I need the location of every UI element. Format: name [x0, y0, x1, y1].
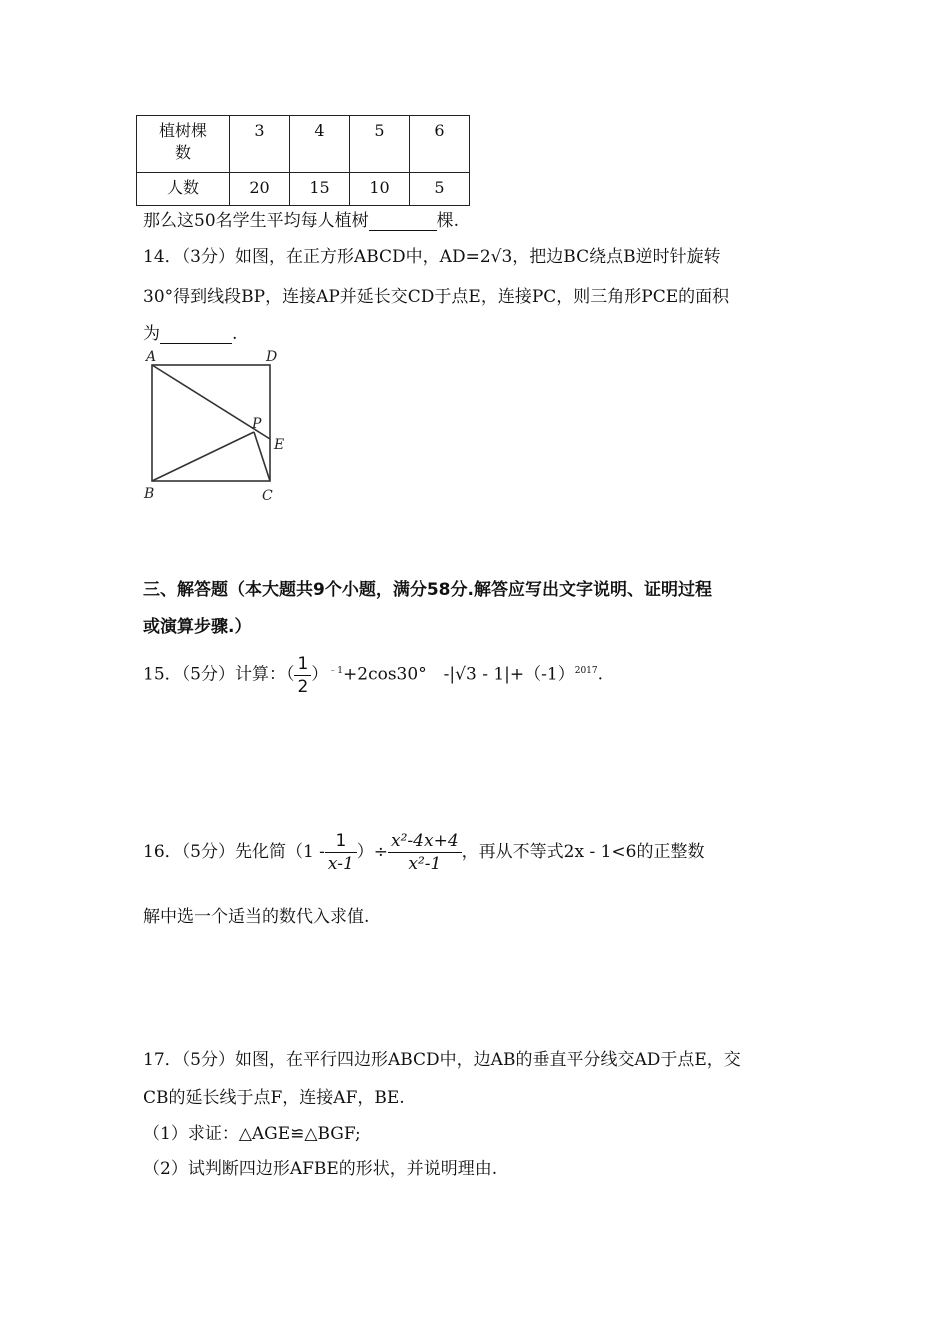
table-cell: 3 — [230, 116, 290, 173]
label-e: E — [274, 437, 285, 453]
label-b: B — [144, 486, 155, 502]
table-header-cell: 人数 — [137, 173, 230, 206]
q16-line-2: 解中选一个适当的数代入求值. — [143, 907, 370, 927]
q16-line-1 — [143, 825, 705, 879]
q14-text-end: . — [232, 324, 238, 344]
fraction-one-half — [294, 653, 311, 698]
q17-line-4: （2）试判断四边形AFBE的形状，并说明理由. — [143, 1159, 498, 1179]
q14-line-1: 14．（3分）如图，在正方形ABCD中，AD=2√3，把边BC绕点B逆时针旋转 — [143, 247, 721, 267]
q17-line-2: CB的延长线于点F，连接AF，BE. — [143, 1088, 405, 1108]
q16-text: ）÷ — [356, 842, 389, 862]
q16-text: ，再从不等式2x - 1<6的正整数 — [461, 842, 705, 862]
square-figure — [140, 345, 300, 510]
table-header-cell: 植树棵数 — [137, 116, 230, 173]
section-heading-line-2: 或演算步骤.） — [143, 617, 252, 637]
fraction-numerator: 1 — [325, 830, 357, 853]
q15-text: 15．（5分）计算：（ — [143, 664, 295, 685]
table-cell: 15 — [290, 173, 350, 206]
label-a: A — [146, 349, 157, 365]
q13-answer-line — [143, 206, 459, 231]
q13-text-end: 棵. — [436, 211, 460, 231]
q17-line-3: （1）求证：△AGE≌△BGF; — [143, 1124, 361, 1144]
fraction-quadratic — [388, 830, 462, 875]
q17-line-1: 17．（5分）如图，在平行四边形ABCD中，边AB的垂直平分线交AD于点E，交 — [143, 1050, 741, 1070]
label-p: P — [252, 416, 262, 432]
table-cell: 5 — [350, 116, 410, 173]
fraction-numerator: x²-4x+4 — [388, 830, 462, 853]
table-cell: 5 — [410, 173, 470, 206]
table-cell: 10 — [350, 173, 410, 206]
fraction-denominator: x²-1 — [408, 854, 442, 874]
exponent: ﹣1 — [328, 666, 344, 676]
table-cell: 4 — [290, 116, 350, 173]
section-heading-line-1: 三、解答题（本大题共9个小题，满分58分.解答应写出文字说明、证明过程 — [143, 580, 712, 600]
table-row — [137, 173, 470, 206]
q14-text: 为 — [143, 324, 160, 344]
q15-text: +2cos30° -|√3 - 1|+（-1） — [343, 664, 575, 685]
answer-blank — [369, 212, 437, 231]
q15-text-end: . — [597, 664, 604, 685]
fraction-denominator: 2 — [297, 676, 309, 697]
fraction-denominator: x-1 — [327, 854, 354, 874]
label-c: C — [262, 488, 273, 504]
q13-text: 那么这50名学生平均每人植树 — [143, 211, 369, 231]
segment-bp — [152, 432, 254, 481]
q15-line — [143, 648, 604, 697]
table-cell: 6 — [410, 116, 470, 173]
label-d: D — [266, 349, 278, 365]
segment-pc — [254, 432, 270, 481]
fraction-1-over-x-1 — [325, 830, 357, 875]
q14-line-3 — [143, 319, 237, 344]
fraction-numerator: 1 — [294, 653, 311, 676]
table-cell: 20 — [230, 173, 290, 206]
tree-planting-table — [136, 115, 470, 206]
answer-blank — [160, 325, 232, 344]
exponent: 2017 — [574, 666, 598, 676]
q16-text: 16．（5分）先化简（1 - — [143, 842, 325, 862]
q15-text: ） — [311, 664, 329, 685]
q14-line-2: 30°得到线段BP，连接AP并延长交CD于点E，连接PC，则三角形PCE的面积 — [143, 287, 730, 307]
table-row — [137, 116, 470, 173]
